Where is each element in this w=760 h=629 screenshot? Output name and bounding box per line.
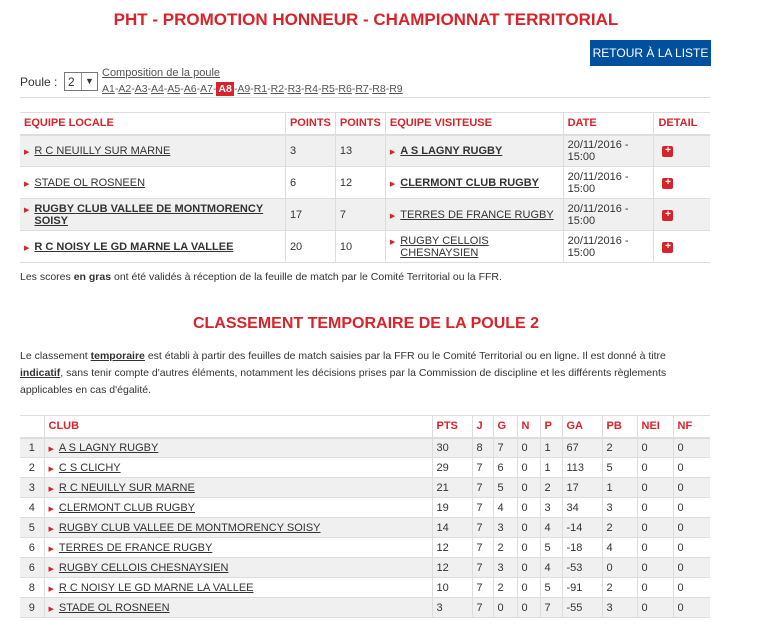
column-header: POINTS — [285, 113, 335, 135]
team-link[interactable]: TERRES DE FRANCE RUGBY — [58, 541, 213, 554]
stat-cell: 3 — [493, 558, 517, 578]
column-header: PTS — [432, 416, 472, 438]
team-link[interactable]: RUGBY CELLOIS CHESNAYSIEN — [400, 234, 489, 259]
desc-emph: indicatif — [20, 367, 61, 379]
pool-link-r4[interactable]: R4 — [304, 83, 318, 95]
triangle-right-icon: ▶ — [48, 565, 54, 573]
column-header: DATE — [563, 113, 654, 135]
detail-cell — [654, 199, 710, 231]
pool-link-a6[interactable]: A6 — [183, 83, 197, 95]
column-header: PB — [602, 416, 637, 438]
column-header: P — [540, 416, 562, 438]
stat-cell: 4 — [540, 518, 562, 538]
stat-cell: 7 — [472, 558, 493, 578]
ranking-title: CLASSEMENT TEMPORAIRE DE LA POULE 2 — [192, 315, 540, 332]
pool-link-a4[interactable]: A4 — [151, 83, 164, 95]
stat-cell: 29 — [432, 458, 472, 478]
stat-cell: 7 — [472, 458, 493, 478]
stat-cell: 5 — [540, 538, 562, 558]
pool-link-r9[interactable]: R9 — [389, 83, 403, 95]
rank-position: 2 — [20, 458, 44, 478]
team-link[interactable]: RUGBY CELLOIS CHESNAYSIEN — [58, 561, 229, 574]
pool-links: A1-A2-A3-A4-A5-A6-A7- A8 -A9-R1-R2-R3-R4-R5-R6-R7-R8-R9 — [102, 83, 403, 95]
stat-cell: 4 — [602, 538, 637, 558]
stat-cell: 113 — [562, 458, 602, 478]
team-cell — [44, 578, 432, 598]
column-header: J — [472, 416, 493, 438]
team-link[interactable]: R C NOISY LE GD MARNE LA VALLEE — [58, 581, 254, 594]
page-title: PHT - PROMOTION HONNEUR - CHAMPIONNAT TERRITORIAL — [113, 10, 619, 29]
stat-cell: 0 — [637, 438, 673, 458]
home-points: 6 — [285, 167, 335, 199]
stat-cell: -53 — [562, 558, 602, 578]
pool-link-r5[interactable]: R5 — [321, 83, 335, 95]
stat-cell: 17 — [562, 478, 602, 498]
stat-cell: 21 — [432, 478, 472, 498]
stat-cell: 7 — [540, 598, 562, 618]
plus-box-icon[interactable]: + — [662, 242, 673, 253]
match-date: 20/11/2016 - 15:00 — [563, 231, 654, 263]
team-link[interactable]: A S LAGNY RUGBY — [400, 144, 503, 157]
triangle-right-icon: ▶ — [24, 180, 30, 188]
team-link[interactable]: CLERMONT CLUB RUGBY — [400, 176, 539, 189]
column-header: GA — [562, 416, 602, 438]
stat-cell: 2 — [602, 438, 637, 458]
rank-position: 8 — [20, 578, 44, 598]
team-entry — [49, 542, 428, 554]
stat-cell: 2 — [493, 578, 517, 598]
team-entry — [390, 209, 559, 221]
team-entry — [49, 562, 428, 574]
composition-link[interactable]: Composition de la poule — [102, 67, 221, 79]
team-entry — [24, 241, 281, 253]
home-points: 3 — [285, 135, 335, 167]
stat-cell: 7 — [493, 438, 517, 458]
stat-cell: 7 — [472, 498, 493, 518]
stat-cell: 34 — [562, 498, 602, 518]
stat-cell: 10 — [432, 578, 472, 598]
team-cell — [44, 558, 432, 578]
stat-cell: 8 — [472, 438, 493, 458]
triangle-right-icon: ▶ — [48, 465, 54, 473]
stat-cell: 0 — [517, 498, 540, 518]
column-header: NEI — [637, 416, 673, 438]
triangle-right-icon: ▶ — [48, 485, 54, 493]
match-row — [20, 199, 710, 231]
ranking-description — [20, 348, 710, 399]
pool-link-r2[interactable]: R2 — [270, 83, 285, 95]
stat-cell: 7 — [472, 518, 493, 538]
team-entry — [49, 522, 428, 534]
note-text: Les scores — [20, 271, 74, 283]
column-header: DETAIL — [654, 113, 710, 135]
pool-link-a9[interactable]: A9 — [237, 83, 251, 95]
team-cell — [44, 598, 432, 618]
triangle-right-icon: ▶ — [389, 238, 396, 246]
stat-cell: 0 — [637, 478, 673, 498]
away-points: 13 — [335, 135, 385, 167]
pool-link-a2[interactable]: A2 — [118, 83, 132, 95]
team-entry — [390, 177, 559, 189]
match-row — [20, 135, 710, 167]
stat-cell: 0 — [673, 558, 710, 578]
stat-cell: 2 — [602, 518, 637, 538]
team-entry — [390, 145, 559, 157]
stat-cell: 3 — [602, 498, 637, 518]
stat-cell: 4 — [493, 498, 517, 518]
team-entry — [24, 145, 281, 157]
ranking-row — [20, 598, 710, 618]
triangle-right-icon: ▶ — [389, 148, 396, 156]
detail-cell — [654, 167, 710, 199]
stat-cell: 0 — [637, 498, 673, 518]
triangle-right-icon: ▶ — [389, 180, 396, 188]
stat-cell: 0 — [517, 598, 540, 618]
stat-cell: 6 — [493, 458, 517, 478]
team-entry — [24, 177, 281, 189]
desc-text: est établi à partir des feuilles de match saisies par la FFR ou le Comité Territorial ou en ligne. Il est donné à titre — [144, 350, 666, 362]
pool-link-a3[interactable]: A3 — [134, 83, 148, 95]
stat-cell: 0 — [673, 578, 710, 598]
poule-select[interactable] — [64, 72, 98, 91]
team-cell — [44, 498, 432, 518]
team-cell — [44, 458, 432, 478]
team-cell — [44, 478, 432, 498]
team-cell — [385, 167, 563, 199]
stat-cell: 0 — [637, 538, 673, 558]
home-points: 17 — [285, 199, 335, 231]
team-cell — [385, 199, 563, 231]
plus-box-icon[interactable]: + — [662, 178, 673, 189]
rank-position: 6 — [20, 538, 44, 558]
stat-cell: 0 — [493, 598, 517, 618]
stat-cell: 12 — [432, 558, 472, 578]
desc-emph: temporaire — [90, 350, 145, 362]
team-link[interactable]: RUGBY CLUB VALLEE DE MONTMORENCY SOISY — [58, 521, 321, 534]
stat-cell: 0 — [673, 438, 710, 458]
stat-cell: 67 — [562, 438, 602, 458]
column-header: POINTS — [335, 113, 385, 135]
team-cell — [20, 199, 285, 231]
pool-link-r3[interactable]: R3 — [287, 83, 301, 95]
away-points: 10 — [335, 231, 385, 263]
stat-cell: 19 — [432, 498, 472, 518]
pool-link-r1[interactable]: R1 — [253, 83, 268, 95]
team-cell — [385, 231, 563, 263]
stat-cell: 7 — [472, 538, 493, 558]
triangle-right-icon: ▶ — [389, 212, 396, 220]
stat-cell: 1 — [540, 438, 562, 458]
stat-cell: 7 — [472, 578, 493, 598]
stat-cell: 12 — [432, 538, 472, 558]
pool-link-r7[interactable]: R7 — [355, 83, 369, 95]
team-link[interactable]: STADE OL ROSNEEN — [58, 601, 170, 614]
poule-selector-row — [20, 66, 710, 98]
plus-box-icon[interactable]: + — [662, 146, 673, 157]
match-row — [20, 231, 710, 263]
stat-cell: -18 — [562, 538, 602, 558]
stat-cell: 14 — [432, 518, 472, 538]
team-cell — [20, 167, 285, 199]
rank-position: 6 — [20, 558, 44, 578]
stat-cell: -91 — [562, 578, 602, 598]
rank-position: 5 — [20, 518, 44, 538]
team-link[interactable]: RUGBY CLUB VALLEE DE MONTMORENCY SOISY — [34, 202, 264, 227]
team-cell — [44, 438, 432, 458]
triangle-right-icon: ▶ — [24, 148, 30, 156]
team-link[interactable]: R C NEUILLY SUR MARNE — [34, 144, 171, 157]
matches-table — [20, 112, 710, 263]
ranking-row — [20, 518, 710, 538]
column-header — [20, 416, 44, 438]
ranking-row — [20, 538, 710, 558]
stat-cell: 7 — [472, 598, 493, 618]
team-link[interactable]: STADE OL ROSNEEN — [34, 176, 146, 189]
match-date: 20/11/2016 - 15:00 — [563, 199, 654, 231]
stat-cell: 0 — [637, 458, 673, 478]
poule-select-value: 2 — [68, 75, 75, 89]
stat-cell: 0 — [637, 578, 673, 598]
stat-cell: -55 — [562, 598, 602, 618]
chevron-down-icon: ▼ — [81, 73, 97, 90]
stat-cell: 0 — [637, 518, 673, 538]
ranking-row — [20, 458, 710, 478]
stat-cell: 3 — [540, 498, 562, 518]
stat-cell: 5 — [540, 578, 562, 598]
plus-box-icon[interactable]: + — [662, 210, 673, 221]
team-entry — [49, 482, 428, 494]
rank-position: 4 — [20, 498, 44, 518]
stat-cell: 0 — [673, 458, 710, 478]
match-row — [20, 167, 710, 199]
detail-cell — [654, 135, 710, 167]
team-link[interactable]: TERRES DE FRANCE RUGBY — [400, 208, 554, 221]
pool-link-a5[interactable]: A5 — [167, 83, 181, 95]
column-header: EQUIPE VISITEUSE — [385, 113, 563, 135]
column-header: EQUIPE LOCALE — [20, 113, 285, 135]
column-header: G — [493, 416, 517, 438]
stat-cell: 0 — [637, 558, 673, 578]
team-entry — [49, 582, 428, 594]
rank-position: 3 — [20, 478, 44, 498]
stat-cell: 7 — [472, 478, 493, 498]
stat-cell: 3 — [432, 598, 472, 618]
stat-cell: 3 — [493, 518, 517, 538]
triangle-right-icon: ▶ — [24, 244, 30, 252]
team-cell — [20, 231, 285, 263]
stat-cell: 5 — [493, 478, 517, 498]
stat-cell: 0 — [517, 438, 540, 458]
scores-note — [20, 271, 502, 283]
ranking-row — [20, 478, 710, 498]
pool-link-a8[interactable]: A8 — [218, 83, 232, 95]
stat-cell: 0 — [673, 538, 710, 558]
poule-label: Poule : — [20, 75, 58, 89]
team-cell — [385, 135, 563, 167]
match-date: 20/11/2016 - 15:00 — [563, 135, 654, 167]
ranking-row — [20, 558, 710, 578]
stat-cell: 5 — [602, 458, 637, 478]
desc-text: Le classement — [20, 350, 91, 362]
triangle-right-icon: ▶ — [48, 605, 54, 613]
home-points: 20 — [285, 231, 335, 263]
stat-cell: 1 — [602, 478, 637, 498]
column-header: NF — [673, 416, 710, 438]
team-entry — [49, 462, 428, 474]
triangle-right-icon: ▶ — [48, 505, 54, 513]
ranking-row — [20, 438, 710, 458]
pool-link-r8[interactable]: R8 — [372, 83, 386, 95]
rank-position: 1 — [20, 438, 44, 458]
team-link[interactable]: C S CLICHY — [58, 461, 121, 474]
stat-cell: 0 — [517, 458, 540, 478]
back-to-list-button[interactable]: RETOUR À LA LISTE — [590, 40, 711, 66]
stat-cell: 0 — [673, 498, 710, 518]
desc-text: , sans tenir compte d'autres éléments, notamment les décisions prises par la Commission de discipline et les différents règlements applicables en cas d'égalité. — [20, 367, 667, 396]
team-entry — [390, 235, 559, 259]
away-points: 7 — [335, 199, 385, 231]
pool-link-a7[interactable]: A7 — [200, 83, 213, 95]
stat-cell: 0 — [673, 598, 710, 618]
pool-link-r6[interactable]: R6 — [338, 83, 352, 95]
team-cell — [20, 135, 285, 167]
stat-cell: 0 — [517, 578, 540, 598]
stat-cell: 1 — [540, 458, 562, 478]
detail-cell — [654, 231, 710, 263]
team-link[interactable]: R C NOISY LE GD MARNE LA VALLEE — [34, 240, 234, 253]
team-entry — [49, 502, 428, 514]
stat-cell: 0 — [517, 558, 540, 578]
stat-cell: 0 — [673, 518, 710, 538]
stat-cell: 0 — [673, 478, 710, 498]
stat-cell: 2 — [602, 578, 637, 598]
triangle-right-icon: ▶ — [48, 445, 54, 453]
stat-cell: 2 — [493, 538, 517, 558]
away-points: 12 — [335, 167, 385, 199]
column-header: N — [517, 416, 540, 438]
note-text-end: ont été validés à réception de la feuille de match par le Comité Territorial ou la FFR. — [111, 271, 502, 283]
triangle-right-icon: ▶ — [48, 545, 54, 553]
team-entry — [24, 203, 281, 227]
ranking-row — [20, 498, 710, 518]
team-link[interactable]: R C NEUILLY SUR MARNE — [58, 481, 195, 494]
team-entry — [49, 602, 428, 614]
column-header: CLUB — [44, 416, 432, 438]
team-link[interactable]: CLERMONT CLUB RUGBY — [58, 501, 195, 514]
stat-cell: 0 — [517, 518, 540, 538]
team-link[interactable]: A S LAGNY RUGBY — [58, 441, 159, 454]
stat-cell: 3 — [602, 598, 637, 618]
ranking-table — [20, 415, 710, 618]
stat-cell: 0 — [602, 558, 637, 578]
triangle-right-icon: ▶ — [24, 206, 30, 214]
stat-cell: 0 — [637, 598, 673, 618]
team-cell — [44, 538, 432, 558]
ranking-row — [20, 578, 710, 598]
match-date: 20/11/2016 - 15:00 — [563, 167, 654, 199]
stat-cell: 30 — [432, 438, 472, 458]
team-cell — [44, 518, 432, 538]
triangle-right-icon: ▶ — [48, 585, 54, 593]
stat-cell: 0 — [517, 538, 540, 558]
rank-position: 9 — [20, 598, 44, 618]
stat-cell: 2 — [540, 478, 562, 498]
note-bold: en gras — [73, 271, 112, 283]
stat-cell: 4 — [540, 558, 562, 578]
stat-cell: -14 — [562, 518, 602, 538]
stat-cell: 0 — [517, 478, 540, 498]
triangle-right-icon: ▶ — [48, 525, 54, 533]
pool-link-a1[interactable]: A1 — [102, 83, 115, 95]
team-entry — [49, 442, 428, 454]
